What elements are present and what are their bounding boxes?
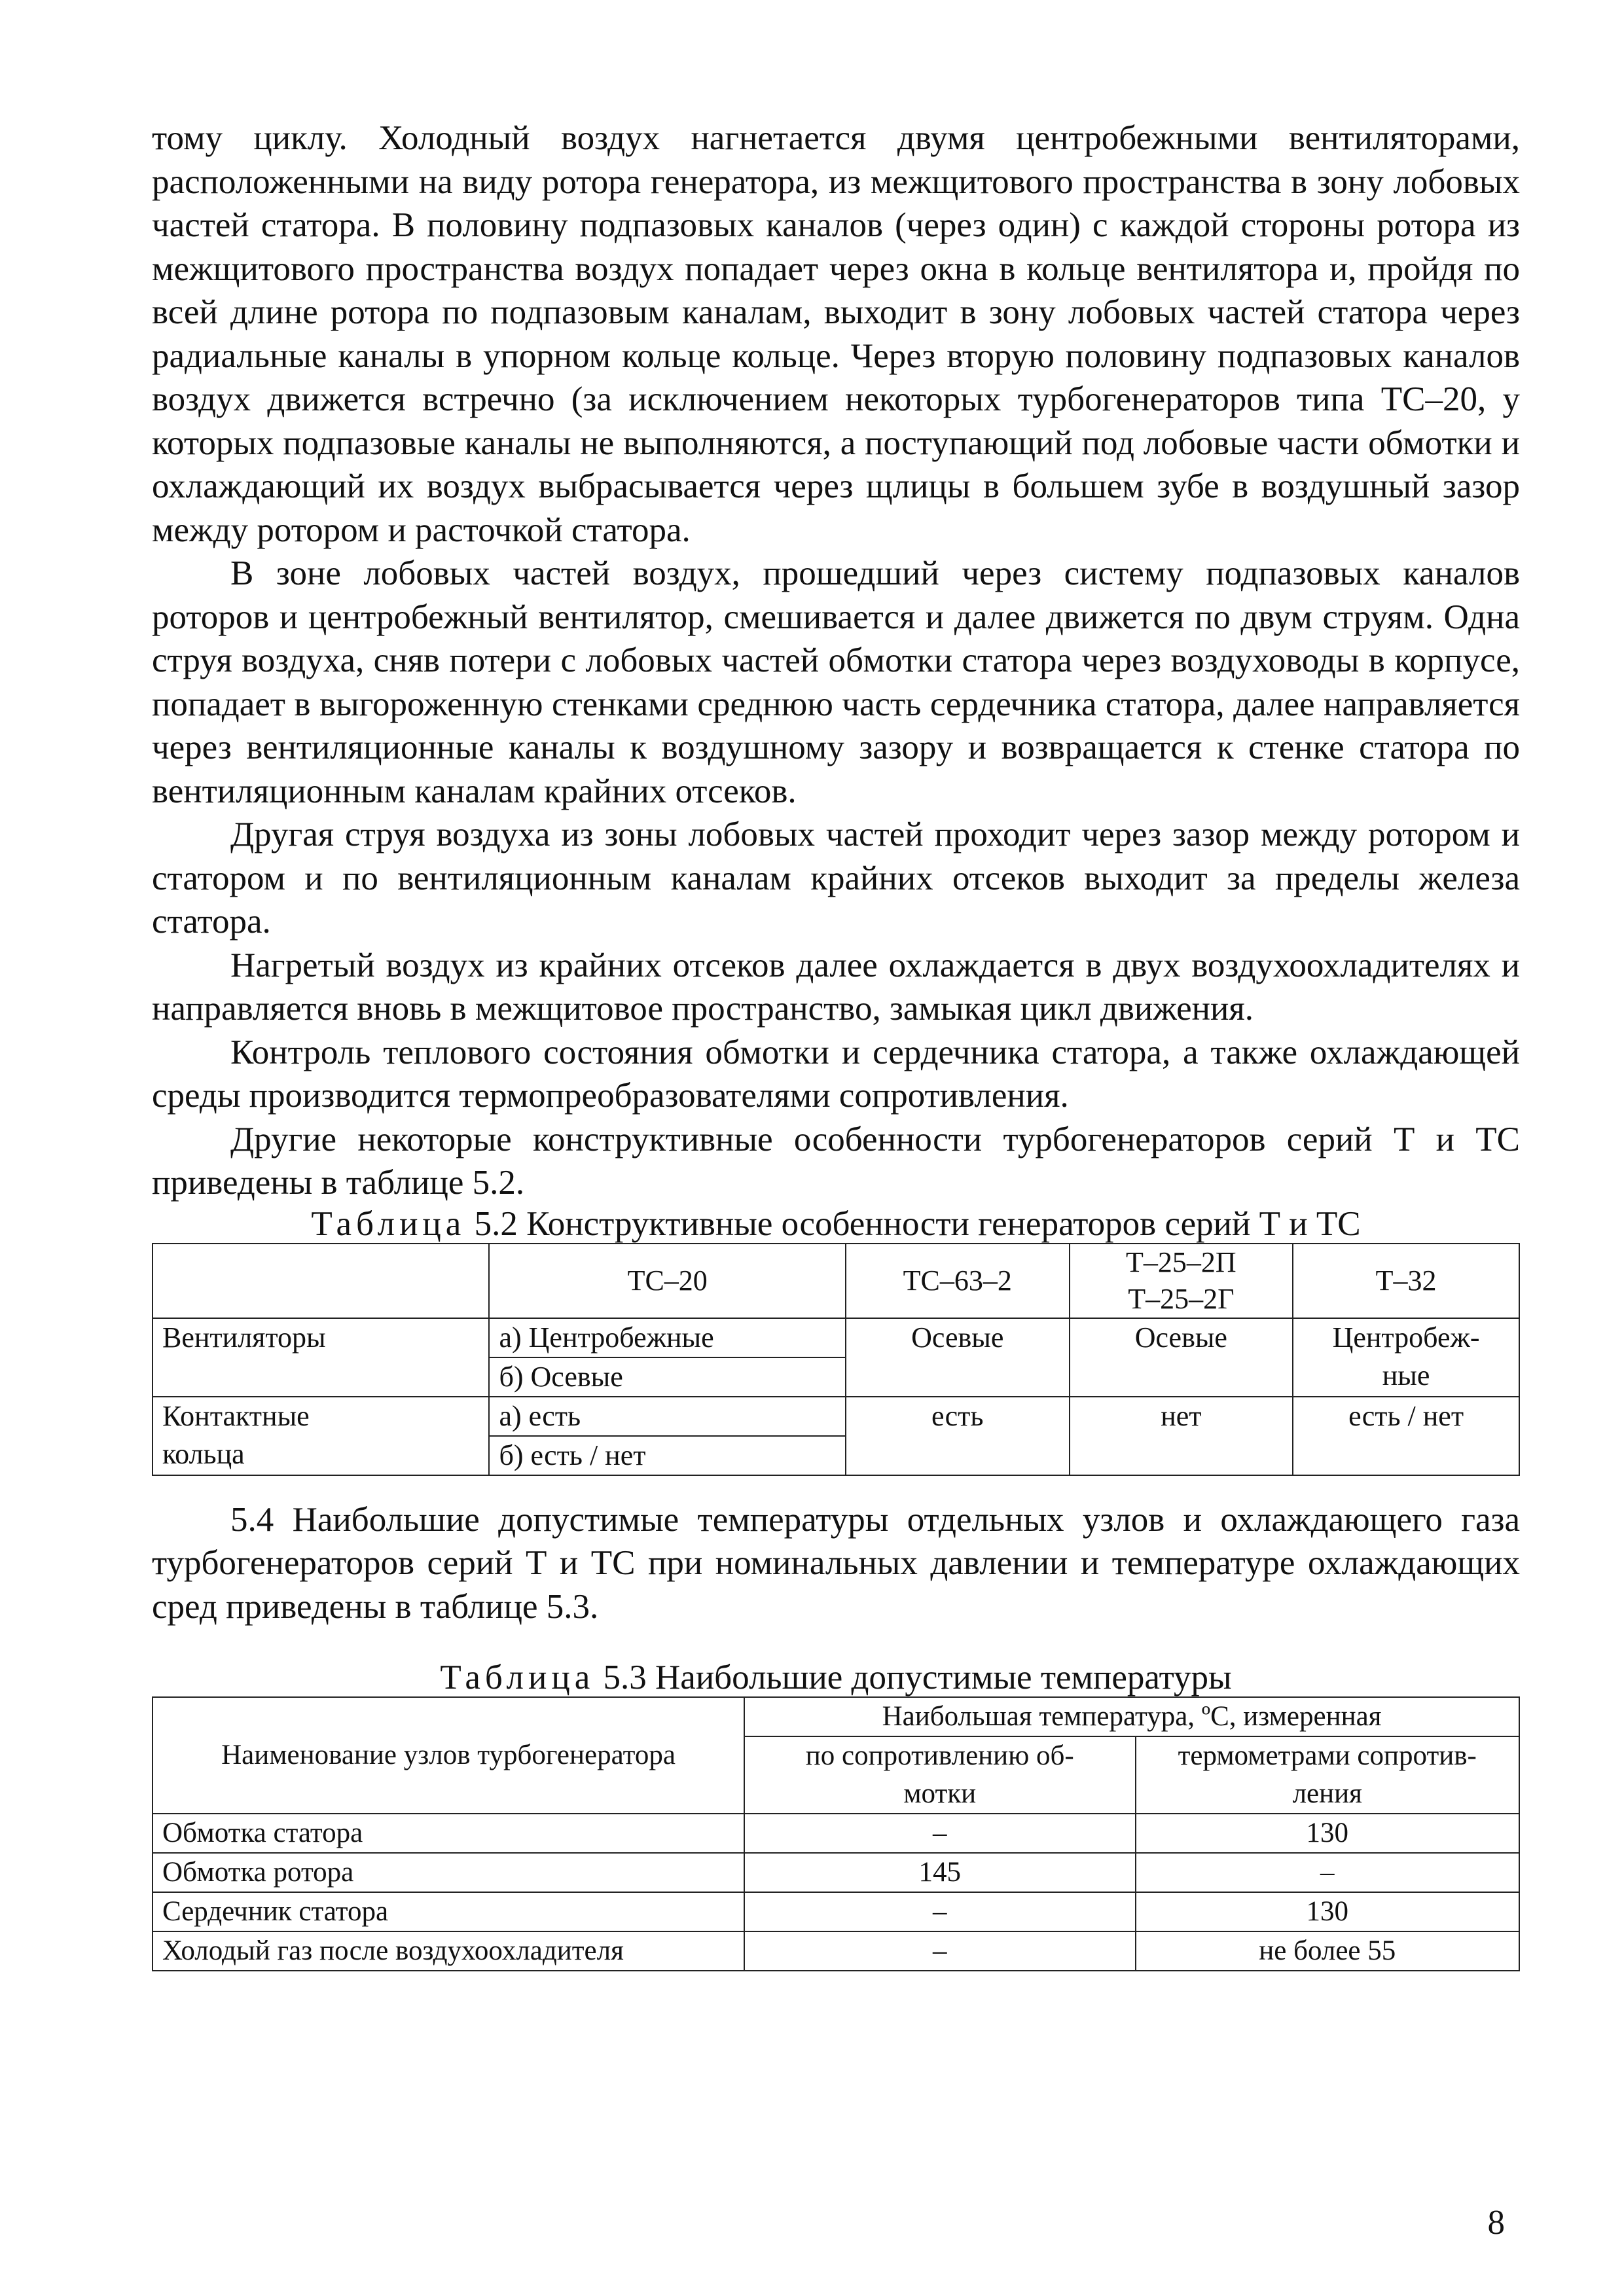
paragraph-2: В зоне лобовых частей воздух, прошедший через систему подпазовых каналов роторов и центробежный вентилятор, смешивается и далее движется по двум струям. Одна струя воздуха, сняв потери с лобовых частей обмотки статора через воздуховоды в корпусе, попадает в выгороженную стенками среднюю часть сердечника статора, далее направляется через вентиляционные каналы к воздушному зазору и возвращается к стенке статора по вентиляционным каналам крайних отсеков.: [152, 554, 1520, 810]
table-row: [153, 1853, 1519, 1892]
paragraph-5: Контроль теплового состояния обмотки и сердечника статора, а также охлаждающей среды производится термопреобразователями сопротивления.: [152, 1033, 1520, 1115]
table-5-3-caption: [152, 1659, 1520, 1696]
table-row: [153, 1892, 1519, 1931]
table-5-2: [152, 1243, 1520, 1476]
table-cell: Обмотка ротора: [153, 1853, 744, 1892]
table-cell: –: [1136, 1853, 1519, 1892]
table-5-2-caption-word: Таблица: [311, 1204, 466, 1243]
table-row: [153, 1814, 1519, 1853]
table-cell: б) есть / нет: [489, 1436, 845, 1475]
table-header-cell: Наибольшая температура, ºС, измеренная: [744, 1697, 1519, 1736]
table-cell: 130: [1136, 1814, 1519, 1853]
table-header-cell: Т–32: [1293, 1244, 1519, 1318]
document-page: [152, 117, 1520, 1971]
section-5-4: 5.4 Наибольшие допустимые температуры отдельных узлов и охлаждающего газа турбогенераторов серий Т и ТС при номинальных давлении и температуре охлаждающих сред приведены в таблице 5.3.: [152, 1500, 1520, 1626]
table-5-2-caption: [152, 1205, 1520, 1243]
table-cell: нет: [1070, 1397, 1293, 1475]
table-header-cell: [153, 1244, 489, 1318]
table-header-cell: Наименование узлов турбогенератора: [153, 1697, 744, 1814]
table-cell: а) есть: [489, 1397, 845, 1436]
table-cell: Обмотка статора: [153, 1814, 744, 1853]
table-5-3: [152, 1696, 1520, 1971]
paragraph-6: Другие некоторые конструктивные особенности турбогенераторов серий Т и ТС приведены в таблице 5.2.: [152, 1120, 1520, 1202]
table-row: [153, 1931, 1519, 1971]
table-row: [153, 1697, 1519, 1736]
table-cell: 130: [1136, 1892, 1519, 1931]
table-cell: есть: [846, 1397, 1070, 1475]
table-header-cell: ТС–63–2: [846, 1244, 1070, 1318]
paragraph-4: Нагретый воздух из крайних отсеков далее охлаждается в двух воздухоохладителях и направляется вновь в межщитовое пространство, замыкая цикл движения.: [152, 946, 1520, 1028]
table-cell: Центробеж- ные: [1293, 1318, 1519, 1397]
table-row-label: Вентиляторы: [153, 1318, 489, 1397]
table-cell: –: [744, 1892, 1135, 1931]
table-row: [153, 1397, 1519, 1436]
table-cell: 145: [744, 1853, 1135, 1892]
table-cell: Осевые: [1070, 1318, 1293, 1397]
table-cell: –: [744, 1814, 1135, 1853]
table-cell: Осевые: [846, 1318, 1070, 1397]
table-cell: б) Осевые: [489, 1357, 845, 1397]
table-5-2-caption-text: 5.2 Конструктивные особенности генераторов серий Т и ТС: [465, 1204, 1361, 1243]
table-header-cell: по сопротивлению об- мотки: [744, 1736, 1135, 1814]
table-row: [153, 1244, 1519, 1318]
table-5-3-caption-text: 5.3 Наибольшие допустимые температуры: [594, 1659, 1232, 1696]
table-row-label: Контактные кольца: [153, 1397, 489, 1475]
paragraph-1: тому циклу. Холодный воздух нагнетается двумя центробежными вентиляторами, расположенными на виду ротора генератора, из межщитового пространства в зону лобовых частей статора. В половину подпазовых каналов (через один) с каждой стороны ротора из межщитового пространства воздух попадает через окна в кольце вентилятора и, пройдя по всей длине ротора по подпазовым каналам, выходит в зону лобовых частей статора через радиальные каналы в упорном кольце кольце. Через вторую половину подпазовых каналов воздух движется встречно (за исключением некоторых турбогенераторов типа ТС–20, у которых подпазовые каналы не выполняются, а поступающий под лобовые части обмотки и охлаждающий их воздух выбрасывается через щлицы в большем зубе в воздушный зазор между ротором и расточкой статора.: [152, 119, 1520, 549]
table-cell: –: [744, 1931, 1135, 1971]
table-row: [153, 1318, 1519, 1357]
table-cell: не более 55: [1136, 1931, 1519, 1971]
table-5-3-caption-word: Таблица: [440, 1659, 595, 1696]
paragraph-3: Другая струя воздуха из зоны лобовых частей проходит через зазор между ротором и статором и по вентиляционным каналам крайних отсеков выходит за пределы железа статора.: [152, 816, 1520, 941]
page-number: 8: [1487, 2204, 1505, 2242]
table-cell: а) Центробежные: [489, 1318, 845, 1357]
table-header-cell: Т–25–2П Т–25–2Г: [1070, 1244, 1293, 1318]
table-header-cell: термометрами сопротив- ления: [1136, 1736, 1519, 1814]
table-cell: есть / нет: [1293, 1397, 1519, 1475]
table-cell: Сердечник статора: [153, 1892, 744, 1931]
table-cell: Холодый газ после воздухоохладителя: [153, 1931, 744, 1971]
table-header-cell: ТС–20: [489, 1244, 845, 1318]
